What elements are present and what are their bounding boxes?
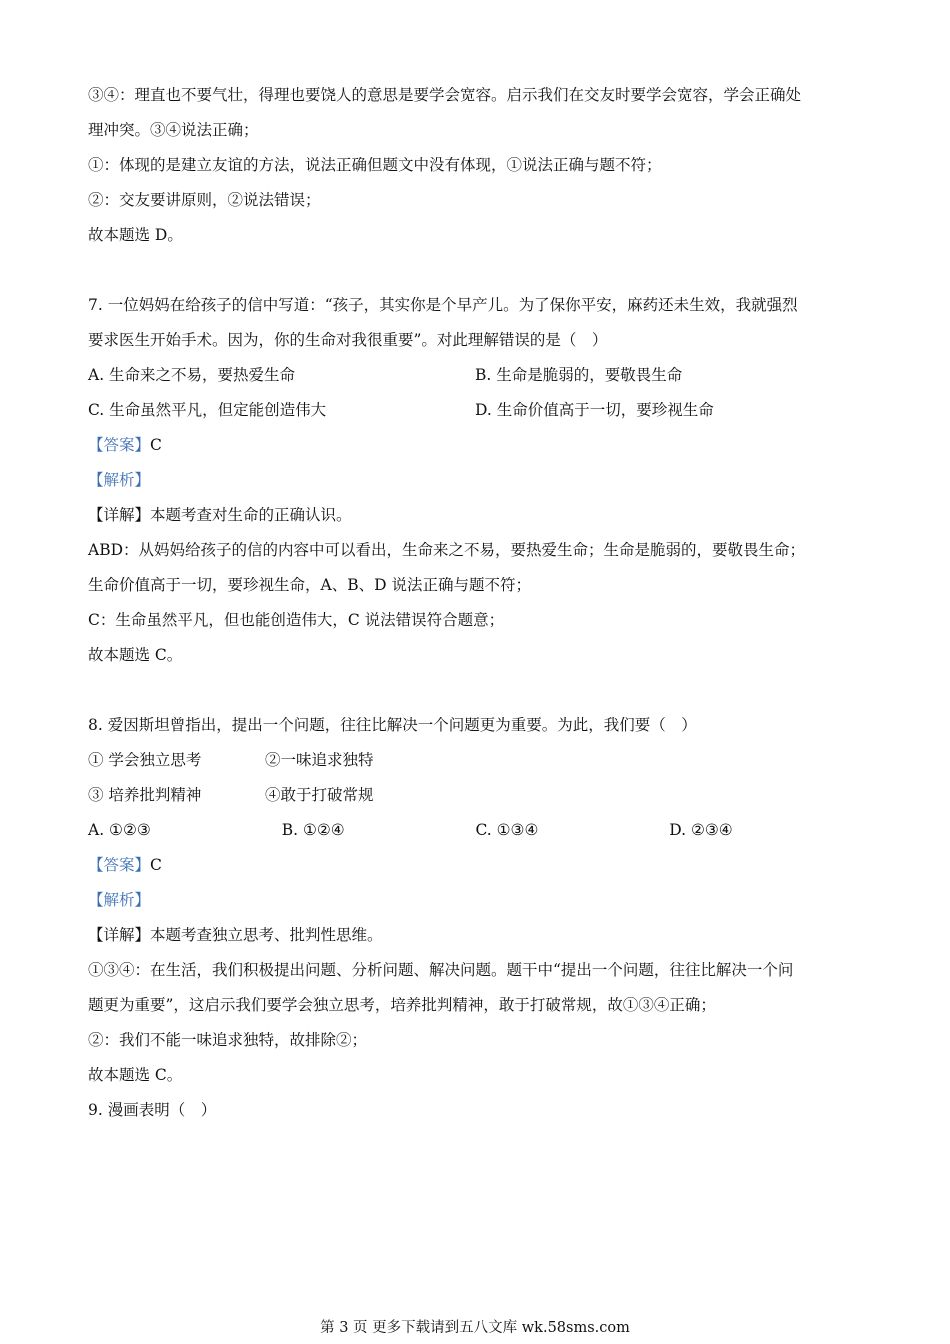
text-line: ②：我们不能一味追求独特，故排除②； [88, 1031, 368, 1049]
answer-line [88, 428, 863, 463]
question-7-options [88, 393, 863, 428]
text-line: ①③④：在生活，我们积极提出问题、分析问题、解决问题。题干中“提出一个问题，往往比解决一个问 [88, 961, 794, 979]
analysis-line [88, 463, 863, 498]
detail-text: 本题考查独立思考、批判性思维。 [150, 926, 383, 944]
analysis-tag: 【解析】 [88, 891, 151, 909]
question-8-stem: 8. 爱因斯坦曾指出，提出一个问题，往往比解决一个问题更为重要。为此，我们要（ ） [88, 716, 697, 734]
detail-line [88, 918, 863, 953]
question-8-statements [88, 778, 863, 813]
spacer [88, 253, 863, 288]
detail-tag: 【详解】 [88, 506, 151, 524]
statement-3: ③ 培养批判精神 [88, 786, 202, 804]
text-line: 理冲突。③④说法正确； [88, 121, 259, 139]
text-line: ②：交友要讲原则，②说法错误； [88, 191, 321, 209]
option-c: C. 生命虽然平凡，但定能创造伟大 [88, 401, 327, 419]
option-d: D. ②③④ [669, 821, 733, 839]
question-7-stem: 7. 一位妈妈在给孩子的信中写道：“孩子，其实你是个早产儿。为了保你平安，麻药还未生效，我就强烈 [88, 296, 798, 314]
text-line: C：生命虽然平凡，但也能创造伟大，C 说法错误符合题意； [88, 611, 505, 629]
question-7-options [88, 358, 863, 393]
detail-text: 本题考查对生命的正确认识。 [150, 506, 352, 524]
page-footer: 第 3 页 更多下载请到五八文库 wk.58sms.com [320, 1320, 630, 1336]
text-line: ①：体现的是建立友谊的方法，说法正确但题文中没有体现，①说法正确与题不符； [88, 156, 662, 174]
question-8-options [88, 813, 863, 848]
question-8-statements [88, 743, 863, 778]
answer-value: C [150, 436, 162, 454]
answer-line [88, 848, 863, 883]
document-page [88, 78, 863, 1128]
statement-4: ④敢于打破常规 [265, 786, 374, 804]
analysis-line [88, 883, 863, 918]
option-b: B. ①②④ [281, 821, 345, 839]
option-b: B. 生命是脆弱的，要敬畏生命 [475, 366, 683, 384]
spacer [88, 673, 863, 708]
text-line: 生命价值高于一切，要珍视生命，A、B、D 说法正确与题不符； [88, 576, 531, 594]
question-9-stem: 9. 漫画表明（ ） [88, 1101, 217, 1119]
analysis-tag: 【解析】 [88, 471, 151, 489]
option-d: D. 生命价值高于一切，要珍视生命 [475, 401, 714, 419]
option-a: A. 生命来之不易，要热爱生命 [88, 366, 296, 384]
option-c: C. ①③④ [475, 821, 539, 839]
text-line: ABD：从妈妈给孩子的信的内容中可以看出，生命来之不易，要热爱生命；生命是脆弱的，要敬畏生命； [88, 541, 806, 559]
question-7-stem: 要求医生开始手术。因为，你的生命对我很重要”。对此理解错误的是（ ） [88, 331, 608, 349]
answer-tag: 【答案】 [88, 856, 151, 874]
answer-tag: 【答案】 [88, 436, 151, 454]
text-line: 题更为重要”，这启示我们要学会独立思考，培养批判精神，敢于打破常规，故①③④正确； [88, 996, 716, 1014]
statement-2: ②一味追求独特 [265, 751, 374, 769]
option-a: A. ①②③ [88, 821, 151, 839]
detail-line [88, 498, 863, 533]
text-line: ③④：理直也不要气壮，得理也要饶人的意思是要学会宽容。启示我们在交友时要学会宽容，学会正确处 [88, 86, 802, 104]
conclusion-line: 故本题选 D。 [88, 226, 183, 244]
conclusion-line: 故本题选 C。 [88, 646, 183, 664]
conclusion-line: 故本题选 C。 [88, 1066, 183, 1084]
statement-1: ① 学会独立思考 [88, 751, 202, 769]
detail-tag: 【详解】 [88, 926, 151, 944]
answer-value: C [150, 856, 162, 874]
